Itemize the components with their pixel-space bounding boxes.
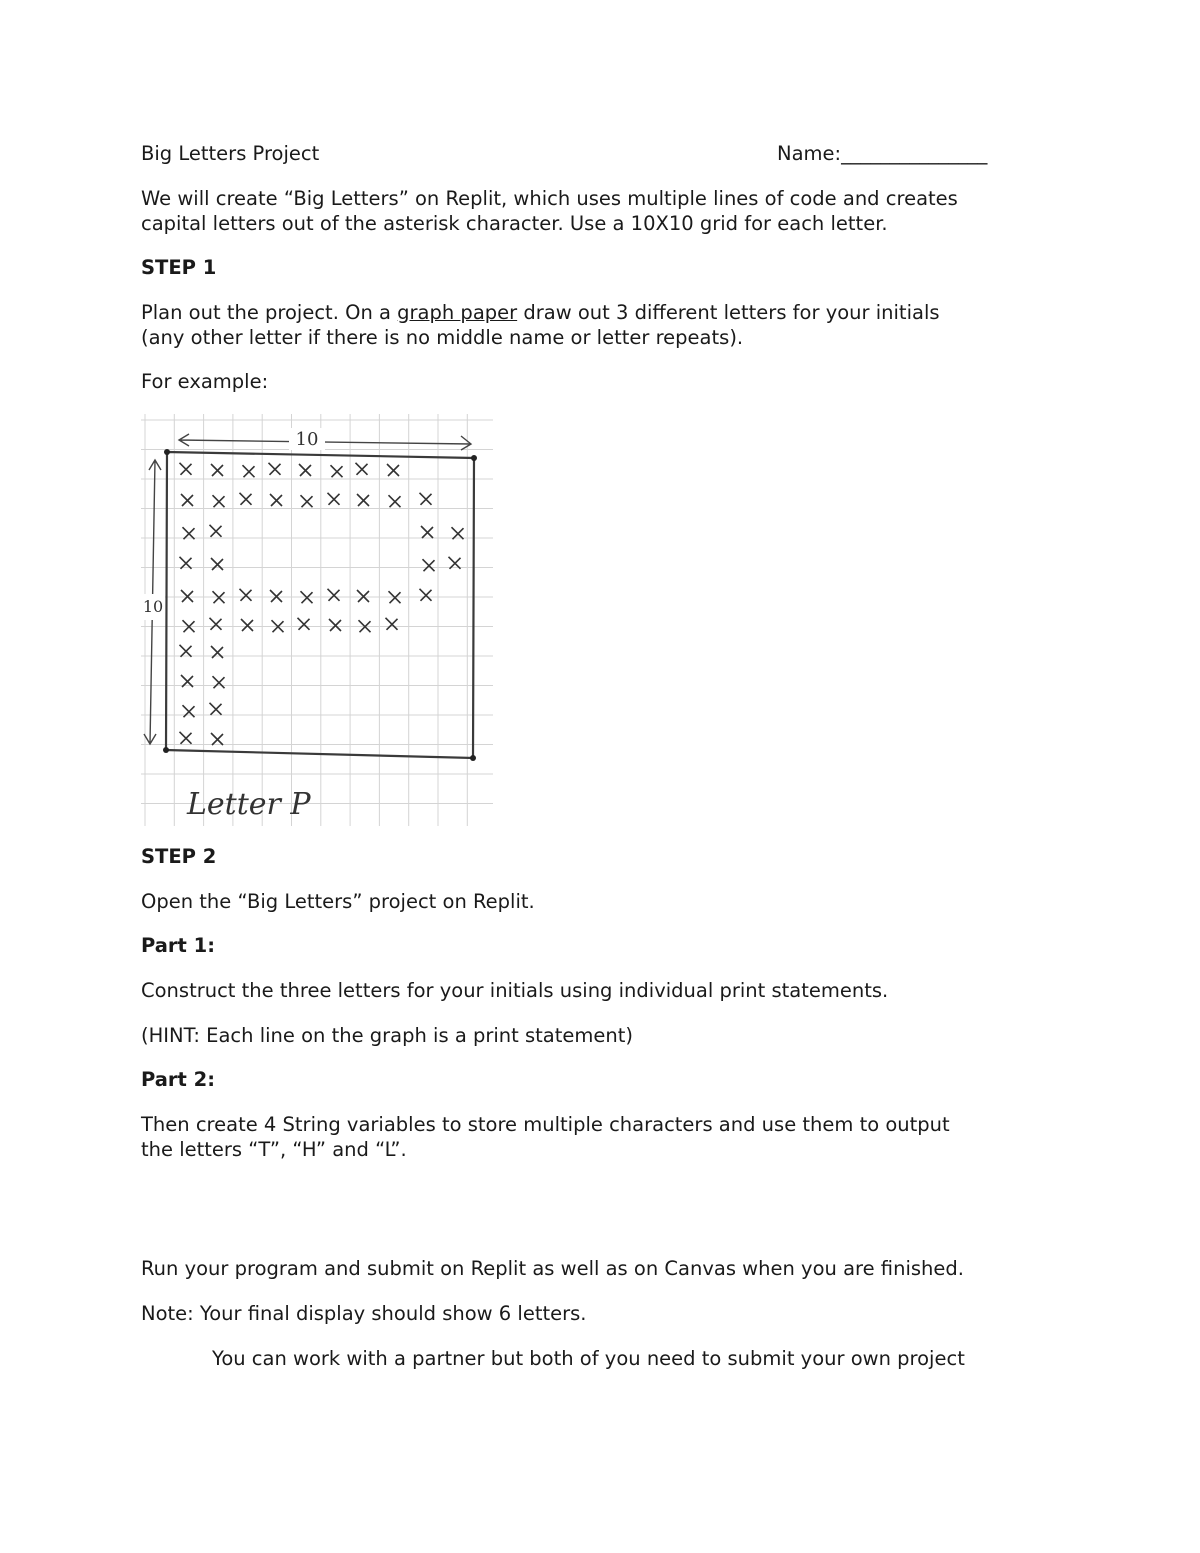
part1-hint: (HINT: Each line on the graph is a print statement): [141, 1024, 633, 1047]
intro-line-1: We will create “Big Letters” on Replit, which uses multiple lines of code and creates: [141, 187, 958, 210]
letter-p-grid-figure: [141, 414, 493, 826]
name-field-label: Name:_______________: [777, 142, 988, 165]
example-label: For example:: [141, 370, 269, 393]
step1-heading: STEP 1: [141, 256, 217, 279]
part1-heading: Part 1:: [141, 934, 216, 957]
step1-line-1: [141, 300, 940, 326]
partner-note: You can work with a partner but both of you need to submit your own project: [212, 1347, 965, 1370]
side-dimension-label: 10: [142, 597, 164, 616]
step2-heading: STEP 2: [141, 845, 217, 868]
part2-line-1: Then create 4 String variables to store multiple characters and use them to output: [141, 1113, 950, 1136]
step1-line-1-end: draw out 3 different letters for your initials: [517, 301, 940, 324]
top-dimension-label: 10: [295, 429, 319, 450]
run-instructions: Run your program and submit on Replit as well as on Canvas when you are finished.: [141, 1257, 964, 1280]
step2-text: Open the “Big Letters” project on Replit.: [141, 890, 535, 913]
note-line: Note: Your final display should show 6 letters.: [141, 1302, 587, 1325]
step1-line-2: (any other letter if there is no middle name or letter repeats).: [141, 326, 744, 349]
letter-p-sketch: [141, 414, 493, 826]
part2-heading: Part 2:: [141, 1068, 216, 1091]
step1-line-1-start: Plan out the project. On a: [141, 301, 398, 324]
figure-caption: Letter P: [187, 787, 311, 822]
part2-line-2: the letters “T”, “H” and “L”.: [141, 1138, 407, 1161]
intro-line-2: capital letters out of the asterisk character. Use a 10X10 grid for each letter.: [141, 212, 888, 235]
page-title: Big Letters Project: [141, 142, 320, 165]
graph-paper-link: graph paper: [397, 301, 518, 324]
part1-line-1: Construct the three letters for your initials using individual print statements.: [141, 979, 889, 1002]
